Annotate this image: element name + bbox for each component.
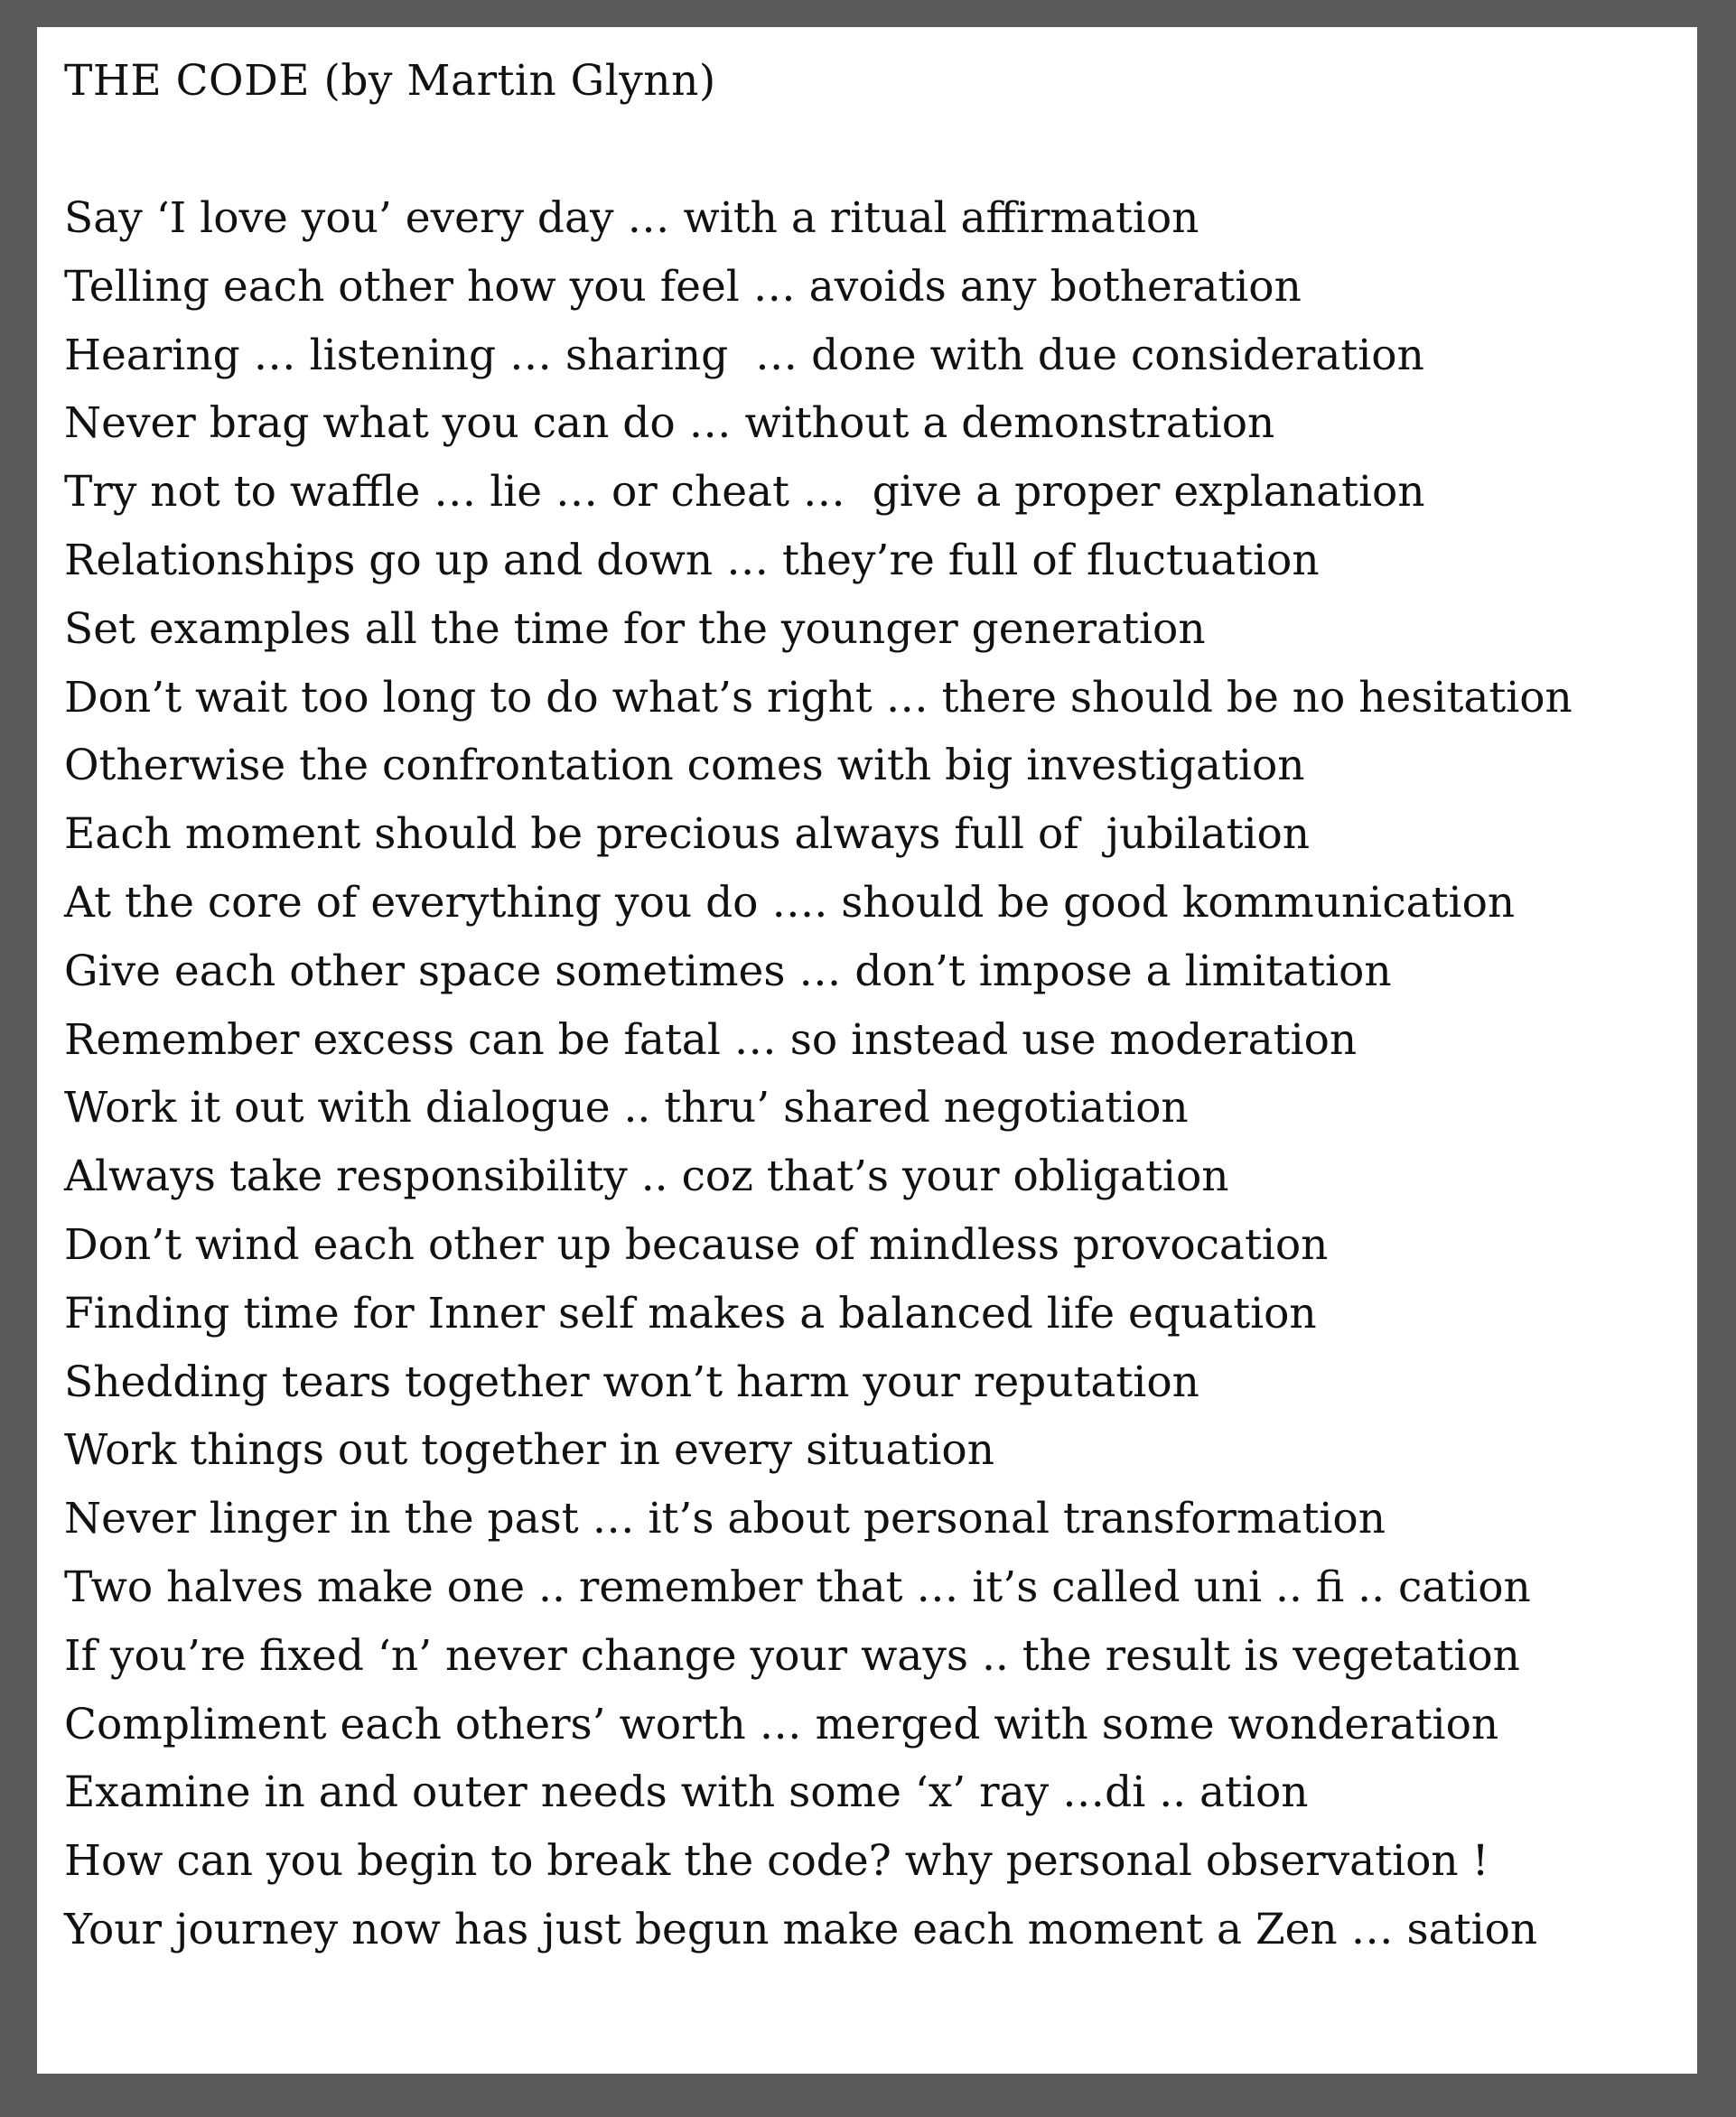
poem-line: Shedding tears together won’t harm your reputation (64, 1357, 1199, 1407)
poem-line: Never linger in the past … it’s about personal transformation (64, 1494, 1386, 1544)
stanza-spacer (64, 116, 1697, 184)
poem-line: Your journey now has just begun make each moment a Zen … sation (64, 1904, 1538, 1954)
poem-line: How can you begin to break the code? why personal observation ! (64, 1836, 1489, 1887)
poem-line: Compliment each others’ worth … merged with some wonderation (64, 1699, 1499, 1749)
poem-line: If you’re fixed ‘n’ never change your ways .. the result is vegetation (64, 1630, 1520, 1681)
poem-line: Otherwise the confrontation comes with big investigation (64, 741, 1305, 791)
poem-line: Always take responsibility .. coz that’s your obligation (64, 1152, 1229, 1202)
poem-line: Give each other space sometimes … don’t impose a limitation (64, 946, 1392, 996)
poem-line: Set examples all the time for the younger generation (64, 603, 1206, 654)
poem-line: Hearing … listening … sharing … done with due consideration (64, 330, 1424, 380)
poem-page (37, 27, 1697, 2074)
poem-title: THE CODE (by Martin Glynn) (64, 56, 716, 106)
poem-line: Remember excess can be fatal … so instead use moderation (64, 1014, 1358, 1065)
poem-line: Each moment should be precious always full of jubilation (64, 809, 1311, 860)
poem-line: Two halves make one .. remember that … it’s called uni .. fi .. cation (64, 1562, 1531, 1612)
poem-line: Say ‘I love you’ every day … with a ritual affirmation (64, 193, 1199, 243)
poem-line: Finding time for Inner self makes a balanced life equation (64, 1288, 1317, 1338)
poem-line: Never brag what you can do … without a demonstration (64, 398, 1275, 449)
poem-line: Examine in and outer needs with some ‘x’ ray …di .. ation (64, 1767, 1309, 1818)
poem-line: Work things out together in every situation (64, 1425, 994, 1476)
poem-line: Relationships go up and down … they’re full of fluctuation (64, 535, 1320, 585)
poem-line: At the core of everything you do …. should be good kommunication (64, 877, 1516, 928)
poem-line: Telling each other how you feel … avoids any botheration (64, 261, 1302, 312)
poem-line: Don’t wind each other up because of mindless provocation (64, 1219, 1329, 1270)
poem-line: Don’t wait too long to do what’s right … there should be no hesitation (64, 672, 1573, 723)
poem-line: Try not to waffle … lie … or cheat … give a proper explanation (64, 467, 1425, 518)
poem-lines (64, 184, 1697, 1964)
poem-line: Work it out with dialogue .. thru’ shared negotiation (64, 1083, 1189, 1133)
